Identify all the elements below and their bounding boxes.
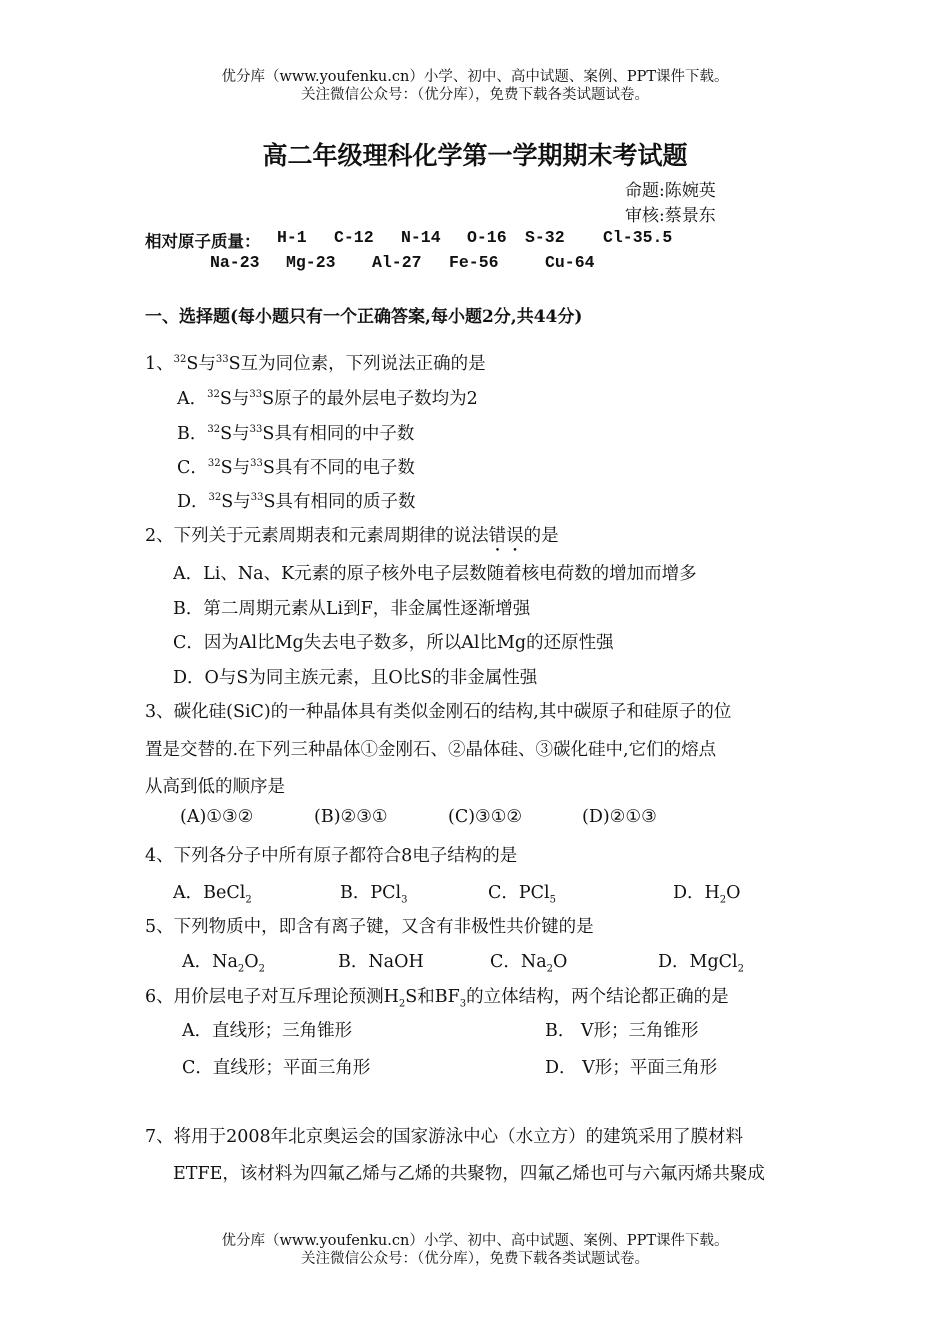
mass-o: O-16 xyxy=(467,228,507,247)
question-1-option-a: A．$^{32}$S与$^{33}$S原子的最外层电子数均为2 xyxy=(177,389,478,409)
question-5-option-a: A．$Na_2O_2$ xyxy=(182,952,265,975)
mass-h: H-1 xyxy=(277,228,307,247)
question-4-option-a: A．BeCl$_2$ xyxy=(173,883,252,906)
question-6-option-d: D． V形；平面三角形 xyxy=(545,1058,718,1078)
question-7-line-2: ETFE，该材料为四氟乙烯与乙烯的共聚物，四氟乙烯也可与六氟丙烯共聚成 xyxy=(173,1164,765,1184)
mass-s: S-32 xyxy=(525,228,565,247)
question-2-option-d: D．O与S为同主族元素，且O比S的非金属性强 xyxy=(173,668,538,688)
page-title: 高二年级理科化学第一学期期末考试题 xyxy=(262,141,688,170)
atomic-mass-label: 相对原子质量： xyxy=(145,233,261,252)
question-1-option-d: D．$^{32}$S与$^{33}$S具有相同的质子数 xyxy=(177,492,416,512)
question-3-option-d: (D)②①③ xyxy=(582,807,657,827)
mass-n: N-14 xyxy=(401,228,441,247)
question-7-line-1: 7、将用于2008年北京奥运会的国家游泳中心（水立方）的建筑采用了膜材料 xyxy=(145,1127,744,1147)
question-2-option-a: A．Li、Na、K元素的原子核外电子层数随着核电荷数的增加而增多 xyxy=(173,564,697,584)
question-4-option-c: C．PCl$_5$ xyxy=(488,883,557,906)
emphasized-word: 错误 xyxy=(488,526,524,546)
question-6-option-c: C．直线形；平面三角形 xyxy=(182,1058,371,1078)
question-2-option-c: C．因为Al比Mg失去电子数多，所以Al比Mg的还原性强 xyxy=(173,633,614,653)
question-6-option-b: B． V形；三角锥形 xyxy=(545,1021,699,1041)
question-1-option-b: B．$^{32}$S与$^{33}$S具有相同的中子数 xyxy=(177,424,415,444)
mass-cl: Cl-35.5 xyxy=(603,228,673,247)
mass-c: C-12 xyxy=(334,228,374,247)
section-1-heading: 一、选择题(每小题只有一个正确答案,每小题2分,共44分) xyxy=(145,307,583,327)
question-6-stem: 6、用价层电子对互斥理论预测$H_2S$和$BF_3$的立体结构，两个结论都正确的是 xyxy=(145,987,729,1010)
header-line-1: 优分库（www.youfenku.cn）小学、初中、高中试题、案例、PPT课件下载。 xyxy=(221,69,729,85)
mass-mg: Mg-23 xyxy=(286,253,336,272)
question-4-option-d: D．$H_2O$ xyxy=(673,883,741,906)
reviewer: 审核:蔡景东 xyxy=(625,206,716,226)
setter: 命题:陈婉英 xyxy=(625,181,716,201)
question-5-option-c: C．$Na_2O$ xyxy=(490,952,568,975)
question-3-option-a: (A)①③② xyxy=(180,807,254,827)
question-1-option-c: C．$^{32}$S与$^{33}$S具有不同的电子数 xyxy=(177,458,415,478)
question-3-line-1: 3、碳化硅(SiC)的一种晶体具有类似金刚石的结构,其中碳原子和硅原子的位 xyxy=(145,702,732,722)
question-4-option-b: B．PCl$_3$ xyxy=(340,883,408,906)
question-5-option-b: B．NaOH xyxy=(338,952,424,972)
question-5-stem: 5、下列物质中，即含有离子键，又含有非极性共价键的是 xyxy=(145,917,594,937)
question-3-line-2: 置是交替的.在下列三种晶体①金刚石、②晶体硅、③碳化硅中,它们的熔点 xyxy=(145,740,717,760)
mass-na: Na-23 xyxy=(210,253,260,272)
question-1-stem: 1、$^{32}$S与$^{33}$S互为同位素，下列说法正确的是 xyxy=(145,354,486,374)
question-2-option-b: B．第二周期元素从Li到F，非金属性逐渐增强 xyxy=(173,599,531,619)
question-2-stem: 2、下列关于元素周期表和元素周期律的说法错误的是 xyxy=(145,526,559,546)
question-5-option-d: D．MgCl$_2$ xyxy=(658,952,745,975)
mass-cu: Cu-64 xyxy=(545,253,595,272)
question-4-stem: 4、下列各分子中所有原子都符合8电子结构的是 xyxy=(145,846,518,866)
header-line-2: 关注微信公众号：（优分库），免费下载各类试题试卷。 xyxy=(301,87,649,103)
question-3-option-b: (B)②③① xyxy=(314,807,388,827)
mass-al: Al-27 xyxy=(372,253,422,272)
mass-fe: Fe-56 xyxy=(449,253,499,272)
question-3-line-3: 从高到低的顺序是 xyxy=(145,777,285,797)
question-3-option-c: (C)③①② xyxy=(448,807,523,827)
footer-line-2: 关注微信公众号：（优分库），免费下载各类试题试卷。 xyxy=(301,1251,649,1267)
question-6-option-a: A．直线形；三角锥形 xyxy=(182,1021,353,1041)
footer-line-1: 优分库（www.youfenku.cn）小学、初中、高中试题、案例、PPT课件下载。 xyxy=(221,1233,729,1249)
